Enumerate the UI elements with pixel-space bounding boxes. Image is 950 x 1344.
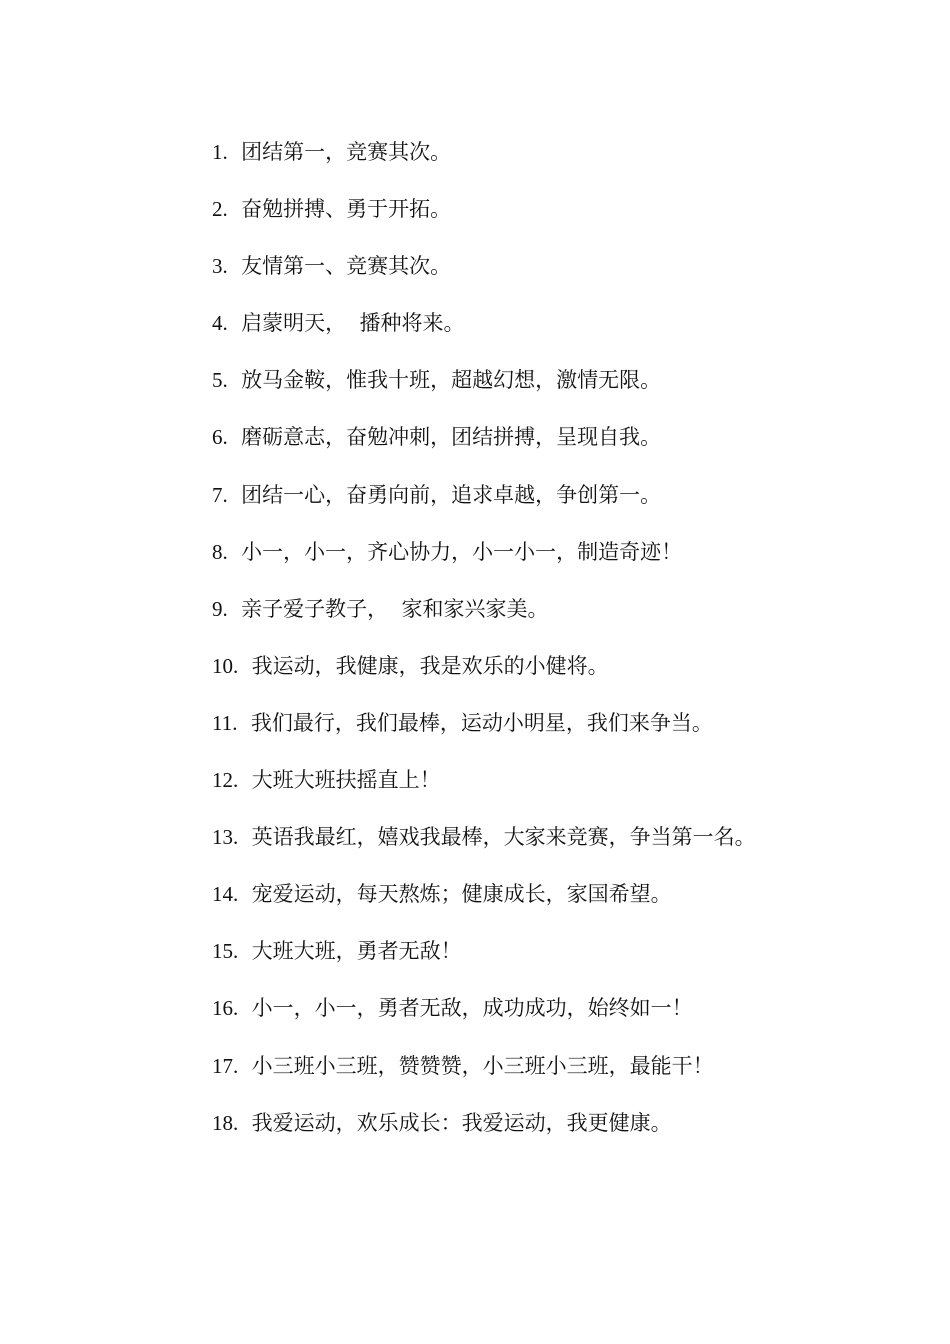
item-number: 18. [212, 1110, 239, 1135]
item-text: 亲子爱子教子， 家和家兴家美。 [241, 596, 549, 621]
item-number: 13. [212, 825, 239, 850]
item-number: 12. [212, 768, 239, 793]
item-text: 启蒙明天， 播种将来。 [241, 311, 465, 336]
list-item [212, 478, 912, 535]
list-item [212, 1049, 912, 1106]
item-text: 磨砺意志，奋勉冲刺，团结拼搏，呈现自我。 [241, 425, 662, 450]
item-text: 放马金鞍，惟我十班，超越幻想，激情无限。 [241, 368, 662, 393]
item-text: 团结第一，竞赛其次。 [241, 140, 452, 164]
list-item [212, 592, 912, 649]
list-item [212, 192, 912, 249]
item-number: 11. [212, 710, 238, 735]
list-item [212, 1106, 912, 1163]
list-item [212, 706, 912, 763]
item-number: 6. [212, 425, 228, 450]
item-number: 9. [212, 596, 228, 621]
item-text: 团结一心，奋勇向前，追求卓越，争创第一。 [241, 482, 662, 507]
item-number: 15. [212, 939, 239, 964]
item-number: 8. [212, 539, 228, 564]
item-number: 14. [212, 882, 239, 907]
item-text: 大班大班扶摇直上！ [251, 768, 441, 793]
item-number: 10. [212, 653, 239, 678]
item-text: 奋勉拼搏、勇于开拓。 [241, 197, 452, 222]
item-number: 4. [212, 311, 228, 336]
item-text: 我们最行，我们最棒，运动小明星，我们来争当。 [250, 710, 713, 735]
item-number: 7. [212, 482, 228, 507]
list-item [212, 135, 912, 192]
list-item [212, 934, 912, 991]
item-text: 宠爱运动，每天熬炼；健康成长，家国希望。 [251, 882, 672, 907]
item-number: 17. [212, 1053, 239, 1078]
item-number: 1. [212, 140, 228, 164]
item-number: 3. [212, 254, 228, 279]
item-text: 英语我最红，嬉戏我最棒，大家来竞赛，争当第一名。 [251, 825, 756, 850]
list-item [212, 535, 912, 592]
item-number: 16. [212, 996, 239, 1021]
slogan-list [212, 135, 912, 1163]
list-item [212, 877, 912, 934]
item-text: 友情第一、竞赛其次。 [241, 254, 452, 279]
list-item [212, 991, 912, 1048]
list-item [212, 249, 912, 306]
list-item [212, 363, 912, 420]
item-text: 我运动，我健康，我是欢乐的小健将。 [251, 653, 609, 678]
list-item [212, 306, 912, 363]
list-item [212, 649, 912, 706]
item-text: 大班大班，勇者无敌！ [251, 939, 462, 964]
item-text: 小一，小一，勇者无敌，成功成功，始终如一！ [251, 996, 693, 1021]
item-text: 小三班小三班，赞赞赞，小三班小三班，最能干！ [251, 1053, 714, 1078]
item-number: 2. [212, 197, 228, 222]
item-number: 5. [212, 368, 228, 393]
list-item [212, 763, 912, 820]
list-item [212, 820, 912, 877]
item-text: 小一，小一，齐心协力，小一小一，制造奇迹！ [241, 539, 683, 564]
item-text: 我爱运动，欢乐成长：我爱运动，我更健康。 [251, 1110, 672, 1135]
list-item [212, 420, 912, 477]
